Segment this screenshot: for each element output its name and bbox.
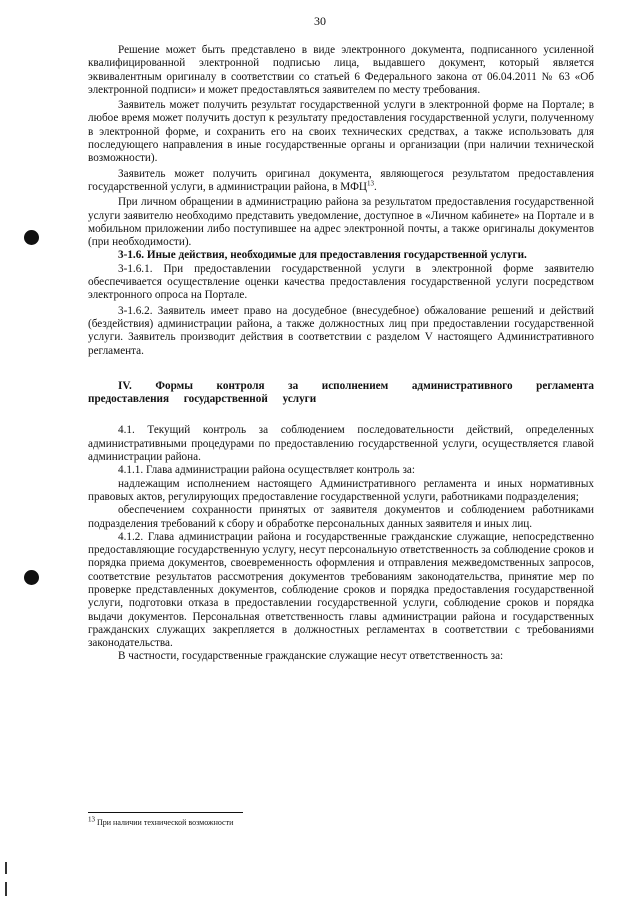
paragraph-portal-result: Заявитель может получить результат государственной услуги в электронной форме на Портале; в любое время может получить доступ к результату предоставления государственной услуги, полученному в электронной форме, и сохранить его на своих технических средствах, а также использовать для последующего направления в иные государственные органы и организации (при наличии технической возможности). — [88, 99, 594, 165]
paragraph-end-punct: . — [374, 180, 377, 193]
footnote — [88, 815, 234, 827]
footnote-number: 13 — [88, 815, 95, 824]
paragraph-4-1: 4.1. Текущий контроль за соблюдением последовательности действий, определенных административными процедурами по предоставлению государственной услуги, осуществляется главой администрации района. — [88, 424, 594, 464]
paragraph-original-document — [88, 168, 594, 195]
page-number: 30 — [314, 14, 326, 28]
paragraph-3-1-6-2: 3-1.6.2. Заявитель имеет право на досудебное (внесудебное) обжалование решений и действий (бездействия) администрации района, а также должностных лиц при предоставлении государственной услуги. Заявитель производит действия в соответствии с разделом V настоящего Административного регламента. — [88, 304, 594, 357]
binder-hole-bottom — [24, 570, 39, 585]
footnote-ref: 13 — [367, 179, 375, 188]
footnote-text: При наличии технической возможности — [97, 818, 234, 827]
binder-hole-top — [24, 230, 39, 245]
paragraph-control-item-1: надлежащим исполнением настоящего Административного регламента и иных нормативных правовых актов, регулирующих предоставление государственной услуги, работниками подразделения; — [88, 477, 594, 503]
paragraph-responsibility-intro: В частности, государственные гражданские служащие несут ответственность за: — [118, 650, 504, 663]
paragraph-control-item-2: обеспечением сохранности принятых от заявителя документов и соблюдением работниками подразделения требований к сбору и обработке персональных данных заявителя и иных лиц. — [88, 504, 594, 530]
paragraph-original-text: Заявитель может получить оригинал документа, являющегося результатом предоставления государственной услуги, в администрации района, в МФЦ — [88, 167, 594, 193]
section-heading-iv: IV. Формы контроля за исполнением административного регламента предоставления государственной услуги — [88, 379, 594, 406]
paragraph-3-1-6-1: 3-1.6.1. При предоставлении государственной услуги в электронной форме заявителю обеспечивается осуществление оценки качества предоставления государственной услуги посредством электронного опроса на Портале. — [88, 262, 594, 302]
subsection-heading-3-1-6: 3-1.6. Иные действия, необходимые для предоставления государственной услуги. — [118, 249, 527, 262]
paragraph-personal-visit: При личном обращении в администрацию района за результатом предоставления государственной услуги заявителю необходимо представить уведомление, доступное в «Личном кабинете» на Портале и в мобильном приложении либо поступившее на адрес электронной почты, а также оригиналы документов (при необходимости). — [88, 196, 594, 249]
document-body — [88, 44, 594, 664]
scan-edge-mark — [5, 882, 7, 896]
paragraph-electronic-signature: Решение может быть представлено в виде электронного документа, подписанного усиленной квалифицированной электронной подписью лица, выдавшего документ, который является эквивалентным оригиналу в соответствии со статьей 6 Федерального закона от 06.04.2011 № 63 «Об электронной подписи» и может предоставляться заявителем по месту требования. — [88, 44, 594, 96]
scan-edge-mark — [5, 862, 7, 874]
paragraph-4-1-2: 4.1.2. Глава администрации района и государственные гражданские служащие, непосредственно предоставляющие государственную услугу, несут персональную ответственность за соблюдение сроков и порядка приема документов, своевременность оформления и отправления межведомственных запросов, соответствие результатов рассмотрения документов требованиям законодательства, принятие мер по проверке представленных документов, соблюдение сроков и порядка предоставления государственной услуги, подготовки отказа в предоставлении государственной услуги, соблюдение сроков и порядка выдачи документов. Персональная ответственность главы администрации района и государственных гражданских служащих закрепляется в должностных регламентах в соответствии с требованиями законодательства. — [88, 530, 594, 650]
paragraph-4-1-1: 4.1.1. Глава администрации района осуществляет контроль за: — [118, 464, 415, 477]
footnote-divider — [88, 812, 243, 813]
